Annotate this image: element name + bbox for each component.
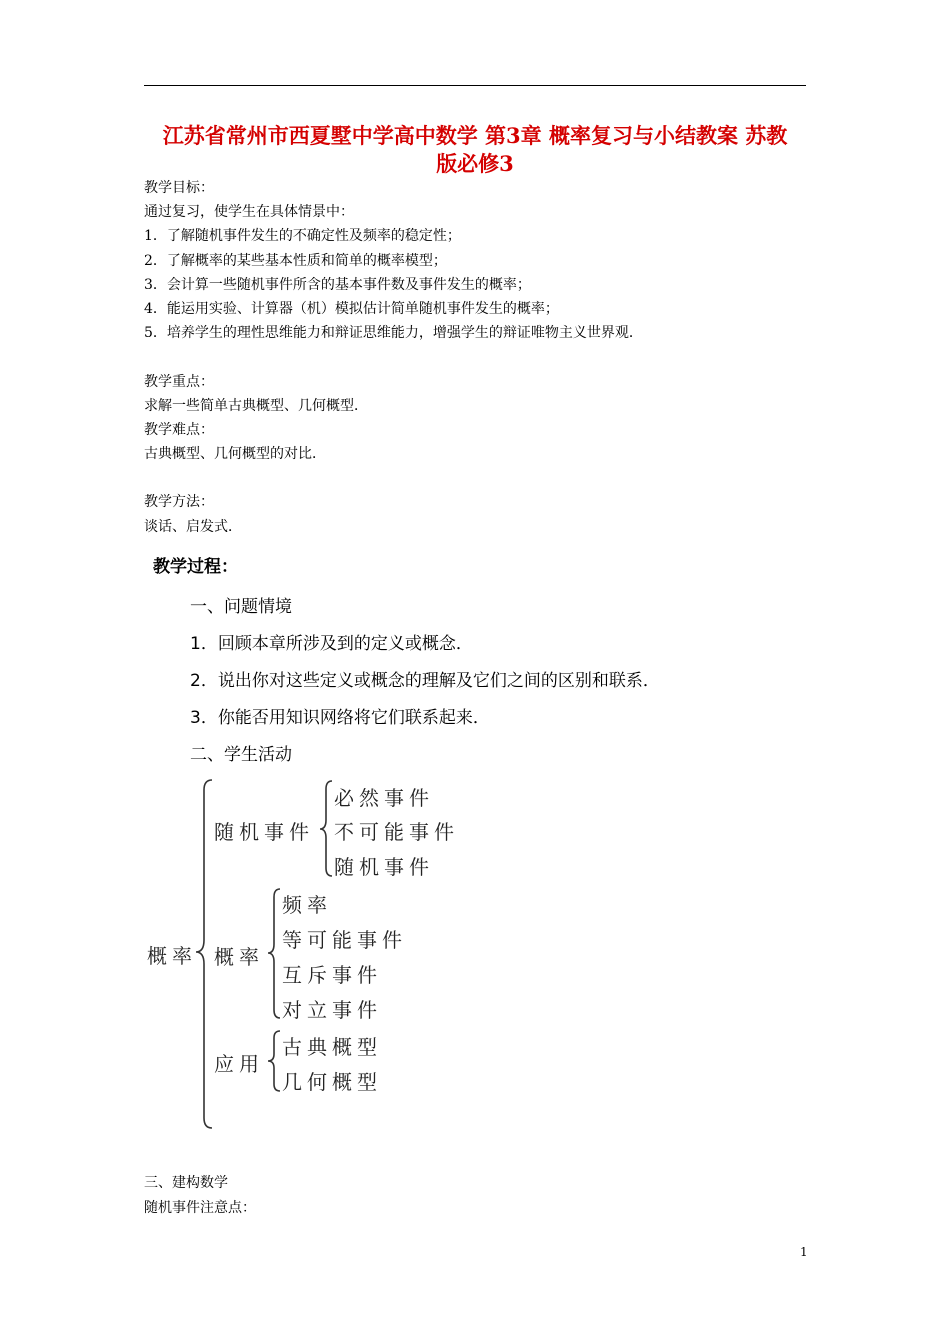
methods-text: 谈话、启发式．: [144, 518, 242, 535]
process-heading: 教学过程：: [153, 557, 238, 577]
tree-leaf: 不可能事件: [334, 820, 459, 844]
objective-item: 5．培养学生的理性思维能力和辩证思维能力，增强学生的辩证唯物主义世界观．: [144, 325, 643, 342]
section-1-item: 1．回顾本章所涉及到的定义或概念．: [190, 634, 473, 654]
objective-item: 3．会计算一些随机事件所含的基本事件数及事件发生的概率；: [144, 276, 531, 293]
tree-leaf: 古典概型: [282, 1035, 382, 1059]
tree-branch: 应用: [214, 1052, 264, 1076]
section-1-item: 3．你能否用知识网络将它们联系起来．: [190, 708, 490, 728]
brace-application: [268, 1031, 280, 1091]
tree-leaf: 必然事件: [334, 786, 434, 810]
tree-leaf: 频率: [282, 893, 332, 917]
section-1-heading: 一、问题情境: [190, 597, 292, 617]
key-points-text: 求解一些简单古典概型、几何概型．: [144, 397, 368, 414]
random-event-notes: 随机事件注意点：: [144, 1200, 256, 1216]
tree-leaf: 互斥事件: [282, 963, 382, 987]
title-line-1: 江苏省常州市西夏墅中学高中数学 第3章 概率复习与小结教案 苏教: [162, 123, 788, 148]
section-1-item: 2．说出你对这些定义或概念的理解及它们之间的区别和联系．: [190, 671, 660, 691]
tree-branch: 随机事件: [214, 820, 314, 844]
methods-heading: 教学方法：: [144, 494, 214, 511]
tree-branch: 概率: [214, 945, 264, 969]
difficulties-heading: 教学难点：: [144, 421, 214, 438]
tree-leaf: 随机事件: [334, 855, 434, 879]
title-line-2: 版必修3: [436, 151, 514, 176]
tree-leaf: 对立事件: [282, 998, 382, 1022]
objectives-heading: 教学目标：: [144, 180, 214, 196]
brace-random-event: [320, 781, 332, 876]
objectives-intro: 通过复习，使学生在具体情景中：: [144, 204, 354, 221]
brace-probability: [268, 889, 280, 1018]
objective-item: 4．能运用实验、计算器（机）模拟估计简单随机事件发生的概率；: [144, 300, 559, 317]
page-number: 1: [800, 1245, 808, 1259]
section-2-heading: 二、学生活动: [190, 745, 292, 765]
root-brace: [196, 780, 212, 1128]
section-3-heading: 三、建构数学: [144, 1175, 228, 1191]
objective-item: 2．了解概率的某些基本性质和简单的概率模型；: [144, 252, 447, 269]
tree-root: 概率: [147, 944, 197, 968]
tree-leaf: 几何概型: [282, 1070, 382, 1094]
key-points-heading: 教学重点：: [144, 373, 214, 390]
objective-item: 1．了解随机事件发生的不确定性及频率的稳定性；: [144, 228, 461, 245]
tree-leaf: 等可能事件: [282, 928, 407, 952]
difficulties-text: 古典概型、几何概型的对比．: [144, 446, 326, 463]
